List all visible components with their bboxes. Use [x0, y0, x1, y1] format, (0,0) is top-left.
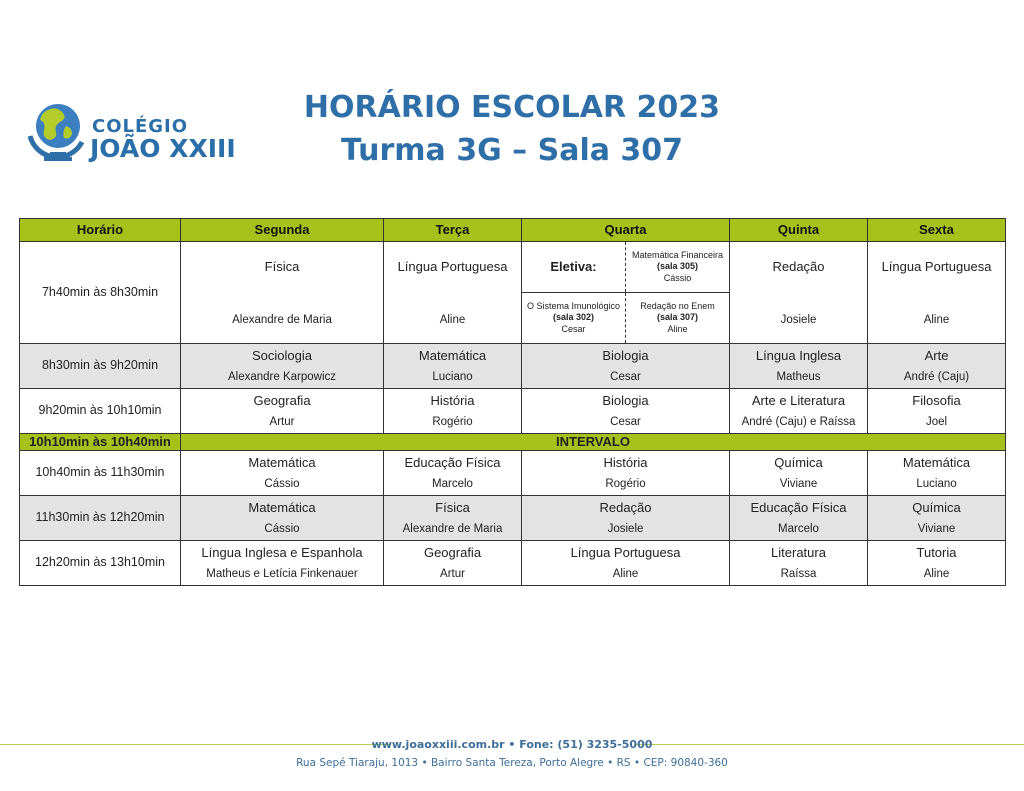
teacher: Matheus e Letícia Finkenauer [206, 568, 358, 581]
subject: Física [435, 499, 470, 515]
header-sexta: Sexta [868, 219, 1006, 242]
subject: Filosofia [912, 392, 961, 408]
subject: Matemática [418, 347, 487, 363]
interval-row [20, 434, 1006, 451]
time-cell: 7h40min às 8h30min [20, 242, 181, 344]
table-row [20, 496, 1006, 541]
teacher: Joel [925, 415, 948, 428]
subject: Língua Inglesa e Espanhola [201, 544, 363, 560]
eletiva-teacher: Cássio [663, 272, 692, 283]
schedule-cell [384, 496, 522, 541]
subject: História [603, 454, 648, 470]
teacher: Josiele [780, 314, 817, 327]
time-cell: 11h30min às 12h20min [20, 496, 181, 541]
subject: Biologia [602, 392, 649, 408]
eletiva-room: (sala 302) [552, 312, 595, 323]
subject: Redação [599, 499, 652, 515]
schedule-cell [730, 451, 868, 496]
teacher: Viviane [917, 523, 956, 536]
eletiva-teacher: Aline [667, 323, 688, 334]
schedule-cell [522, 344, 730, 389]
schedule-cell [730, 344, 868, 389]
logo-text-colegio: COLÉGIO [92, 116, 189, 137]
teacher: Cássio [264, 523, 300, 536]
header-horario: Horário [20, 219, 181, 242]
teacher: Alexandre de Maria [402, 523, 503, 536]
interval-time: 10h10min às 10h40min [20, 434, 181, 451]
schedule-cell [181, 389, 384, 434]
teacher: André (Caju) e Raíssa [741, 415, 856, 428]
schedule-cell [522, 389, 730, 434]
eletiva-option [522, 293, 626, 344]
teacher: Cássio [264, 478, 300, 491]
time-cell: 9h20min às 10h10min [20, 389, 181, 434]
schedule-cell [384, 242, 522, 344]
page-subtitle: Turma 3G – Sala 307 [340, 133, 684, 168]
subject: Literatura [771, 544, 826, 560]
schedule-cell [730, 242, 868, 344]
interval-label: INTERVALO [181, 434, 1006, 451]
page-title: HORÁRIO ESCOLAR 2023 [303, 90, 721, 125]
subject: Educação Física [404, 454, 501, 470]
teacher: Cesar [610, 370, 641, 383]
globe-icon [22, 96, 90, 164]
teacher: Rogério [432, 415, 473, 428]
teacher: Luciano [916, 478, 957, 491]
teacher: Aline [923, 314, 950, 327]
subject: Língua Portuguesa [570, 544, 681, 560]
teacher: Cesar [610, 415, 641, 428]
schedule-cell [730, 541, 868, 586]
eletiva-option [626, 242, 730, 293]
schedule-cell [730, 496, 868, 541]
schedule-cell [384, 451, 522, 496]
subject: Educação Física [750, 499, 847, 515]
subject: Língua Portuguesa [881, 259, 992, 274]
header-terca: Terça [384, 219, 522, 242]
schedule-cell [384, 389, 522, 434]
header-segunda: Segunda [181, 219, 384, 242]
subject: Química [774, 454, 823, 470]
schedule-cell [730, 389, 868, 434]
eletiva-teacher: Cesar [561, 323, 586, 334]
teacher: Alexandre Karpowicz [227, 370, 337, 383]
eletiva-name: Redação no Enem [640, 301, 715, 312]
teacher: Aline [923, 568, 950, 581]
schedule-table [19, 218, 1006, 586]
teacher: Marcelo [778, 523, 819, 536]
subject: Sociologia [252, 347, 312, 363]
teacher: Matheus [776, 370, 821, 383]
footer-contact: www.joaoxxiii.com.br • Fone: (51) 3235-5000 [371, 738, 653, 751]
schedule-cell [384, 541, 522, 586]
eletiva-room: (sala 305) [656, 261, 699, 272]
subject: Redação [772, 259, 825, 274]
table-row [20, 344, 1006, 389]
table-row [20, 451, 1006, 496]
header-quarta: Quarta [522, 219, 730, 242]
schedule-cell [181, 344, 384, 389]
teacher: Raíssa [780, 568, 817, 581]
subject: História [430, 392, 475, 408]
school-logo [22, 96, 252, 164]
teacher: Viviane [779, 478, 818, 491]
schedule-cell [384, 344, 522, 389]
teacher: Aline [612, 568, 639, 581]
teacher: Artur [269, 415, 295, 428]
teacher: André (Caju) [903, 370, 970, 383]
schedule-cell [868, 242, 1006, 344]
eletiva-option [626, 293, 730, 344]
teacher: Luciano [432, 370, 473, 383]
teacher: Artur [440, 568, 465, 581]
teacher: Marcelo [432, 478, 473, 491]
schedule-cell [181, 541, 384, 586]
time-cell: 8h30min às 9h20min [20, 344, 181, 389]
logo-text-joao: JOÃO XXIII [90, 134, 236, 163]
schedule-cell [181, 242, 384, 344]
subject: Arte e Literatura [751, 392, 846, 408]
schedule-cell [522, 541, 730, 586]
subject: Língua Portuguesa [397, 259, 508, 274]
header-row [20, 219, 1006, 242]
time-cell: 12h20min às 13h10min [20, 541, 181, 586]
subject: Matemática [902, 454, 971, 470]
table-row [20, 242, 1006, 293]
subject: Física [264, 259, 300, 274]
subject: Língua Inglesa [755, 347, 842, 363]
subject: Tutoria [916, 544, 957, 560]
eletiva-name: Matemática Financeira [631, 250, 724, 261]
subject: Arte [924, 347, 949, 363]
subject: Geografia [423, 544, 482, 560]
subject: Geografia [253, 392, 311, 408]
schedule-cell [868, 496, 1006, 541]
table-row [20, 541, 1006, 586]
subject: Matemática [248, 499, 316, 515]
schedule-cell [181, 451, 384, 496]
eletiva-room: (sala 307) [656, 312, 699, 323]
schedule-cell [868, 451, 1006, 496]
schedule-cell [181, 496, 384, 541]
teacher: Aline [439, 314, 466, 327]
table-row [20, 389, 1006, 434]
teacher: Josiele [607, 523, 644, 536]
subject: Química [912, 499, 961, 515]
teacher: Alexandre de Maria [232, 314, 332, 327]
footer-address: Rua Sepé Tiaraju, 1013 • Bairro Santa Tereza, Porto Alegre • RS • CEP: 90840-360 [296, 757, 728, 769]
header-quinta: Quinta [730, 219, 868, 242]
schedule-cell [522, 496, 730, 541]
schedule-cell [868, 344, 1006, 389]
schedule-cell [868, 541, 1006, 586]
time-cell: 10h40min às 11h30min [20, 451, 181, 496]
eletiva-label-cell: Eletiva: [522, 242, 626, 293]
eletiva-name: O Sistema Imunológico [526, 301, 621, 312]
schedule-cell [868, 389, 1006, 434]
schedule-cell [522, 451, 730, 496]
subject: Matemática [248, 454, 316, 470]
subject: Biologia [602, 347, 649, 363]
teacher: Rogério [605, 478, 646, 491]
